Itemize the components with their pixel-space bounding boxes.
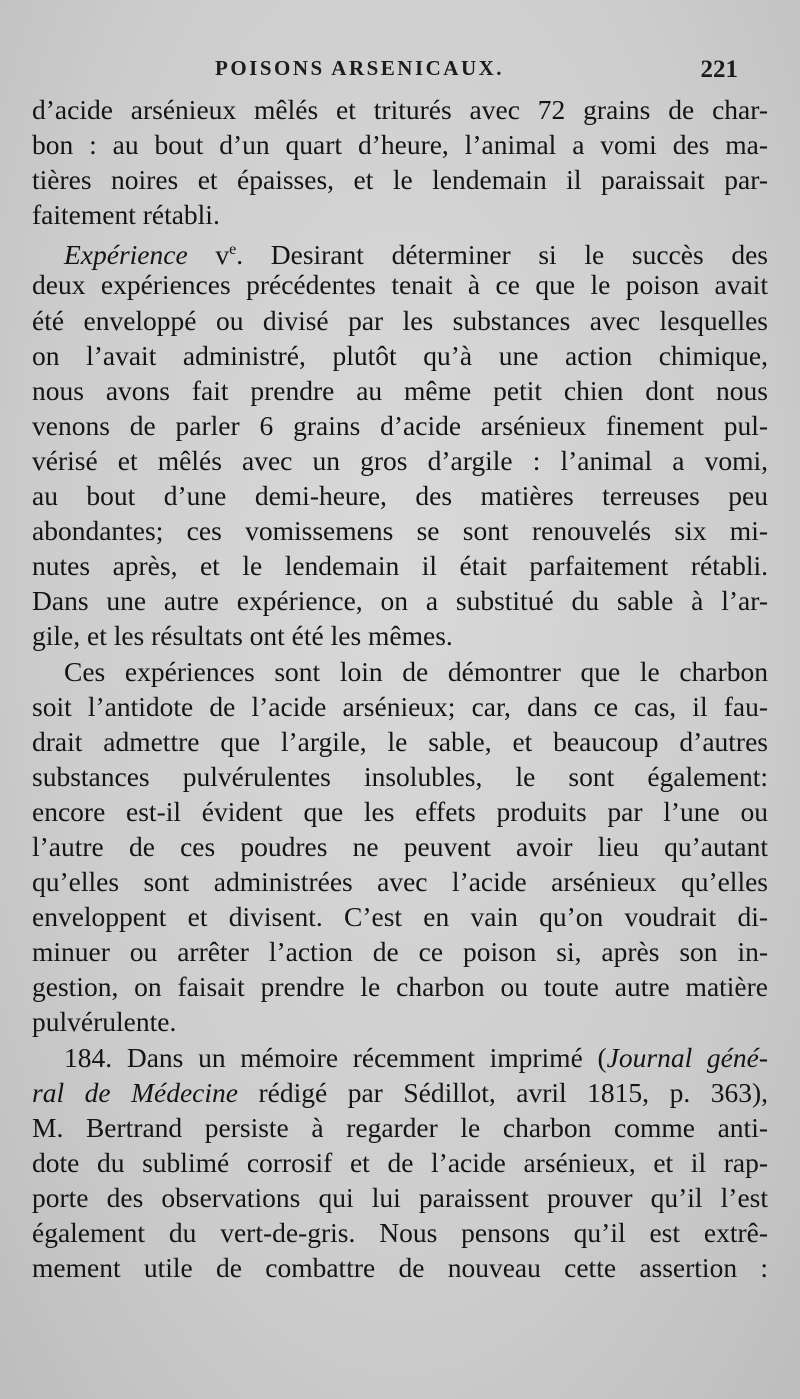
text-line: porte des observations qui lui paraissent prouver qu’il l’est	[32, 1181, 768, 1213]
text-line: tières noires et épaisses, et le lendemain il paraissait par-	[32, 164, 768, 196]
journal-title-part: ral de Médecine	[32, 1076, 238, 1108]
journal-title-part: Journal géné-	[606, 1041, 768, 1073]
text-line: l’autre de ces poudres ne peuvent avoir lieu qu’autant	[32, 830, 768, 862]
paragraph-end-line: gile, et les résultats ont été les mêmes.	[32, 620, 453, 652]
text-line: également du vert-de-gris. Nous pensons qu’il est extrê-	[32, 1217, 768, 1248]
text-line: qu’elles sont administrées avec l’acide arsénieux qu’elles	[32, 866, 768, 898]
text-line: deux expériences précédentes tenait à ce que le poison avait	[32, 269, 768, 301]
text-line: soit l’antidote de l’acide arsénieux; car, dans ce cas, il fau-	[32, 690, 768, 722]
page-number: 221	[700, 56, 738, 83]
text-line: nous avons fait prendre au même petit chien dont nous	[32, 374, 768, 406]
text-line: M. Bertrand persiste à regarder le charbon comme anti-	[32, 1111, 768, 1143]
text-line: abondantes; ces vomissemens se sont renouvelés six mi-	[32, 515, 768, 547]
text-line: enveloppent et divisent. C’est en vain qu’on voudrait di-	[32, 901, 768, 933]
running-title: POISONS ARSENICAUX.	[215, 56, 505, 80]
text-line: au bout d’une demi-heure, des matières terreuses peu	[32, 480, 768, 512]
experiment-number: v	[187, 239, 230, 271]
paragraph-end-line: pulvérulente.	[32, 1006, 177, 1038]
section-184-line	[32, 1040, 768, 1075]
text-line: dote du sublimé corrosif et de l’acide arsénieux, et il rap-	[32, 1146, 768, 1178]
text-line: venons de parler 6 grains d’acide arsénieux finement pul-	[32, 409, 768, 441]
text-line: été enveloppé ou divisé par les substances avec lesquelles	[32, 304, 768, 336]
text-fragment: rédigé par Sédillot, avril 1815, p. 363),	[237, 1076, 768, 1108]
paragraph-end-line: faitement rétabli.	[32, 199, 220, 231]
running-head	[0, 56, 800, 86]
text-line: d’acide arsénieux mêlés et triturés avec 72 grains de char-	[32, 94, 768, 125]
text-line: substances pulvérulentes insolubles, le sont également:	[32, 760, 768, 792]
paragraph-start-line: Ces expériences sont loin de démontrer que le charbon	[64, 655, 768, 687]
text-line	[32, 1075, 768, 1110]
text-line: nutes après, et le lendemain il était parfaitement rétabli.	[32, 550, 768, 582]
text-line: mement utile de combattre de nouveau cette assertion :	[32, 1252, 768, 1284]
text-fragment: . Desirant déterminer si le succès des	[236, 239, 768, 271]
text-line: gestion, on faisait prendre le charbon ou toute autre matière	[32, 971, 768, 1003]
section-184-text: 184. Dans un mémoire récemment imprimé (	[64, 1041, 607, 1073]
body-text	[32, 92, 768, 1285]
experiment-heading-line	[32, 232, 768, 271]
text-line: minuer ou arrêter l’action de ce poison si, après son in-	[32, 936, 768, 968]
text-line: encore est-il évident que les effets produits par l’une ou	[32, 795, 768, 827]
text-line: on l’avait administré, plutôt qu’à une action chimique,	[32, 339, 768, 371]
superscript: e	[229, 241, 237, 259]
text-line: drait admettre que l’argile, le sable, et beaucoup d’autres	[32, 725, 768, 757]
experiment-label: Expérience	[64, 239, 188, 271]
text-line: vérisé et mêlés avec un gros d’argile : l’animal a vomi,	[32, 444, 768, 476]
text-line: Dans une autre expérience, on a substitué du sable à l’ar-	[32, 585, 768, 617]
text-line: bon : au bout d’un quart d’heure, l’animal a vomi des ma-	[32, 129, 768, 161]
